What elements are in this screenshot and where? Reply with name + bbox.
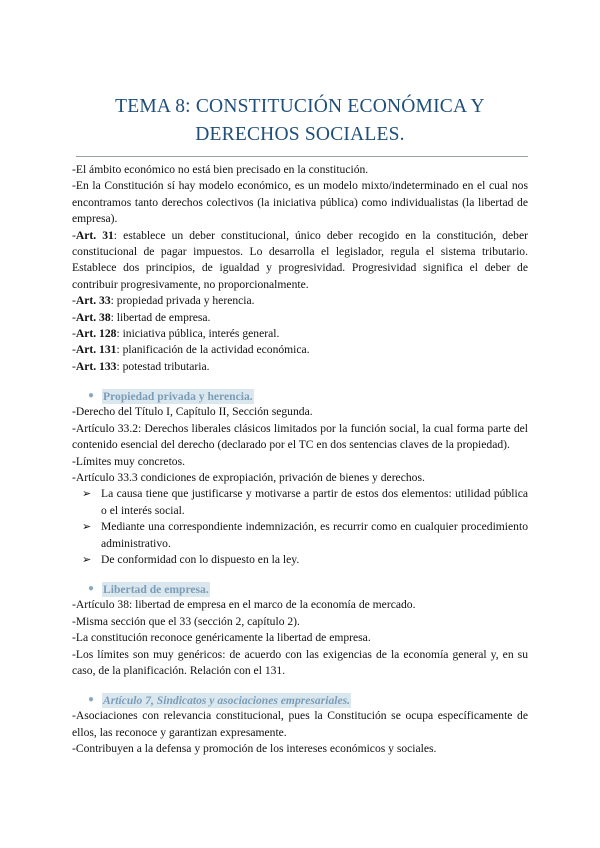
section-heading-text: Libertad de empresa.: [103, 582, 209, 596]
section-paragraph: -Artículo 33.3 condiciones de expropiación, privación de bienes y derechos.: [72, 470, 425, 484]
sub-item: ➢ Mediante una correspondiente indemnización, es recurrir como en cualquier procedimiento administrativo.: [82, 519, 528, 552]
intro-paragraph: -El ámbito económico no está bien precisado en la constitución.: [72, 163, 369, 176]
section-paragraph: -Límites muy concretos.: [72, 454, 186, 468]
section-paragraph: -Artículo 33.2: Derechos liberales clásicos limitados por la función social, la cual forma parte del contenido esencial del derecho (declarado por el TC en dos sentencias claves de la propiedad).: [72, 421, 528, 452]
section-paragraph: -Misma sección que el 33 (sección 2, capítulo 2).: [72, 614, 300, 628]
article-item: -Art. 33: propiedad privada y herencia.: [72, 294, 255, 308]
section-paragraph: -Los límites son muy genéricos: de acuerdo con las exigencias de la economía general y, en su caso, de la planificación. Relación con el 131.: [72, 647, 528, 677]
article-label: Art. 133: [75, 359, 117, 373]
sub-item: ➢ De conformidad con lo dispuesto en la ley.: [82, 552, 528, 568]
article-item: -Art. 131: planificación de la actividad económica.: [72, 343, 310, 357]
title-line-1: TEMA 8: CONSTITUCIÓN ECONÓMICA Y: [115, 96, 485, 117]
article-label: Art. 33: [75, 294, 111, 308]
article-label: Art. 131: [75, 343, 117, 357]
article-item: -Art. 128: iniciativa pública, interés general.: [72, 327, 280, 341]
bullet-icon: ●: [88, 694, 95, 706]
article-label: Art. 38: [75, 310, 111, 324]
section-heading-libertad: [88, 581, 528, 597]
section-heading-sindicatos: [88, 692, 528, 708]
section-paragraph: -Derecho del Título I, Capítulo II, Sección segunda.: [72, 405, 313, 419]
sub-item: ➢ La causa tiene que justificarse y motivarse a partir de estos dos elementos: utilidad pública o el interés social.: [82, 486, 528, 519]
arrow-bullet-icon: ➢: [82, 521, 92, 534]
article-item: -Art. 38: libertad de empresa.: [72, 310, 211, 324]
arrow-bullet-icon: ➢: [82, 488, 92, 501]
article-label: Art. 31: [75, 228, 114, 242]
section-paragraph: -Contribuyen a la defensa y promoción de los intereses económicos y sociales.: [72, 742, 437, 756]
section-paragraph: -Asociaciones con relevancia constitucional, pues la Constitución se ocupa específicamente de ellos, las reconoce y garantizan expresamente.: [72, 709, 528, 739]
document-page: [72, 0, 528, 758]
intro-paragraph: -En la Constitución sí hay modelo económico, es un modelo mixto/indeterminado en el cual nos encontramos tanto derechos colectivos (la iniciativa pública) como individualistas (la libertad de empresa).: [72, 179, 528, 226]
article-item: -Art. 31: establece un deber constitucional, único deber recogido en la constitución, deber constitucional de pagar impuestos. Lo desarrolla el legislador, regula el sistema tributario. Establece dos principios, de igualdad y progresividad. Progresividad significa el deber de contribuir progresivamente, no proporcionalmente.: [72, 228, 528, 291]
section-paragraph: -Artículo 38: libertad de empresa en el marco de la economía de mercado.: [72, 598, 416, 612]
article-label: Art. 128: [75, 327, 117, 341]
bullet-icon: ●: [88, 583, 95, 595]
document-body: [72, 162, 528, 758]
title-line-2: DERECHOS SOCIALES.: [195, 124, 405, 145]
section-paragraph: -La constitución reconoce genéricamente la libertad de empresa.: [72, 631, 371, 645]
section-heading-propiedad: [88, 388, 528, 404]
section-heading-text: Artículo 7, Sindicatos y asociaciones empresariales.: [103, 693, 351, 707]
section-heading-text: Propiedad privada y herencia.: [103, 389, 253, 403]
article-item: -Art. 133: potestad tributaria.: [72, 359, 210, 373]
title-divider: [76, 156, 528, 157]
arrow-bullet-icon: ➢: [82, 553, 92, 566]
bullet-icon: ●: [88, 390, 95, 402]
page-title: [72, 93, 528, 149]
